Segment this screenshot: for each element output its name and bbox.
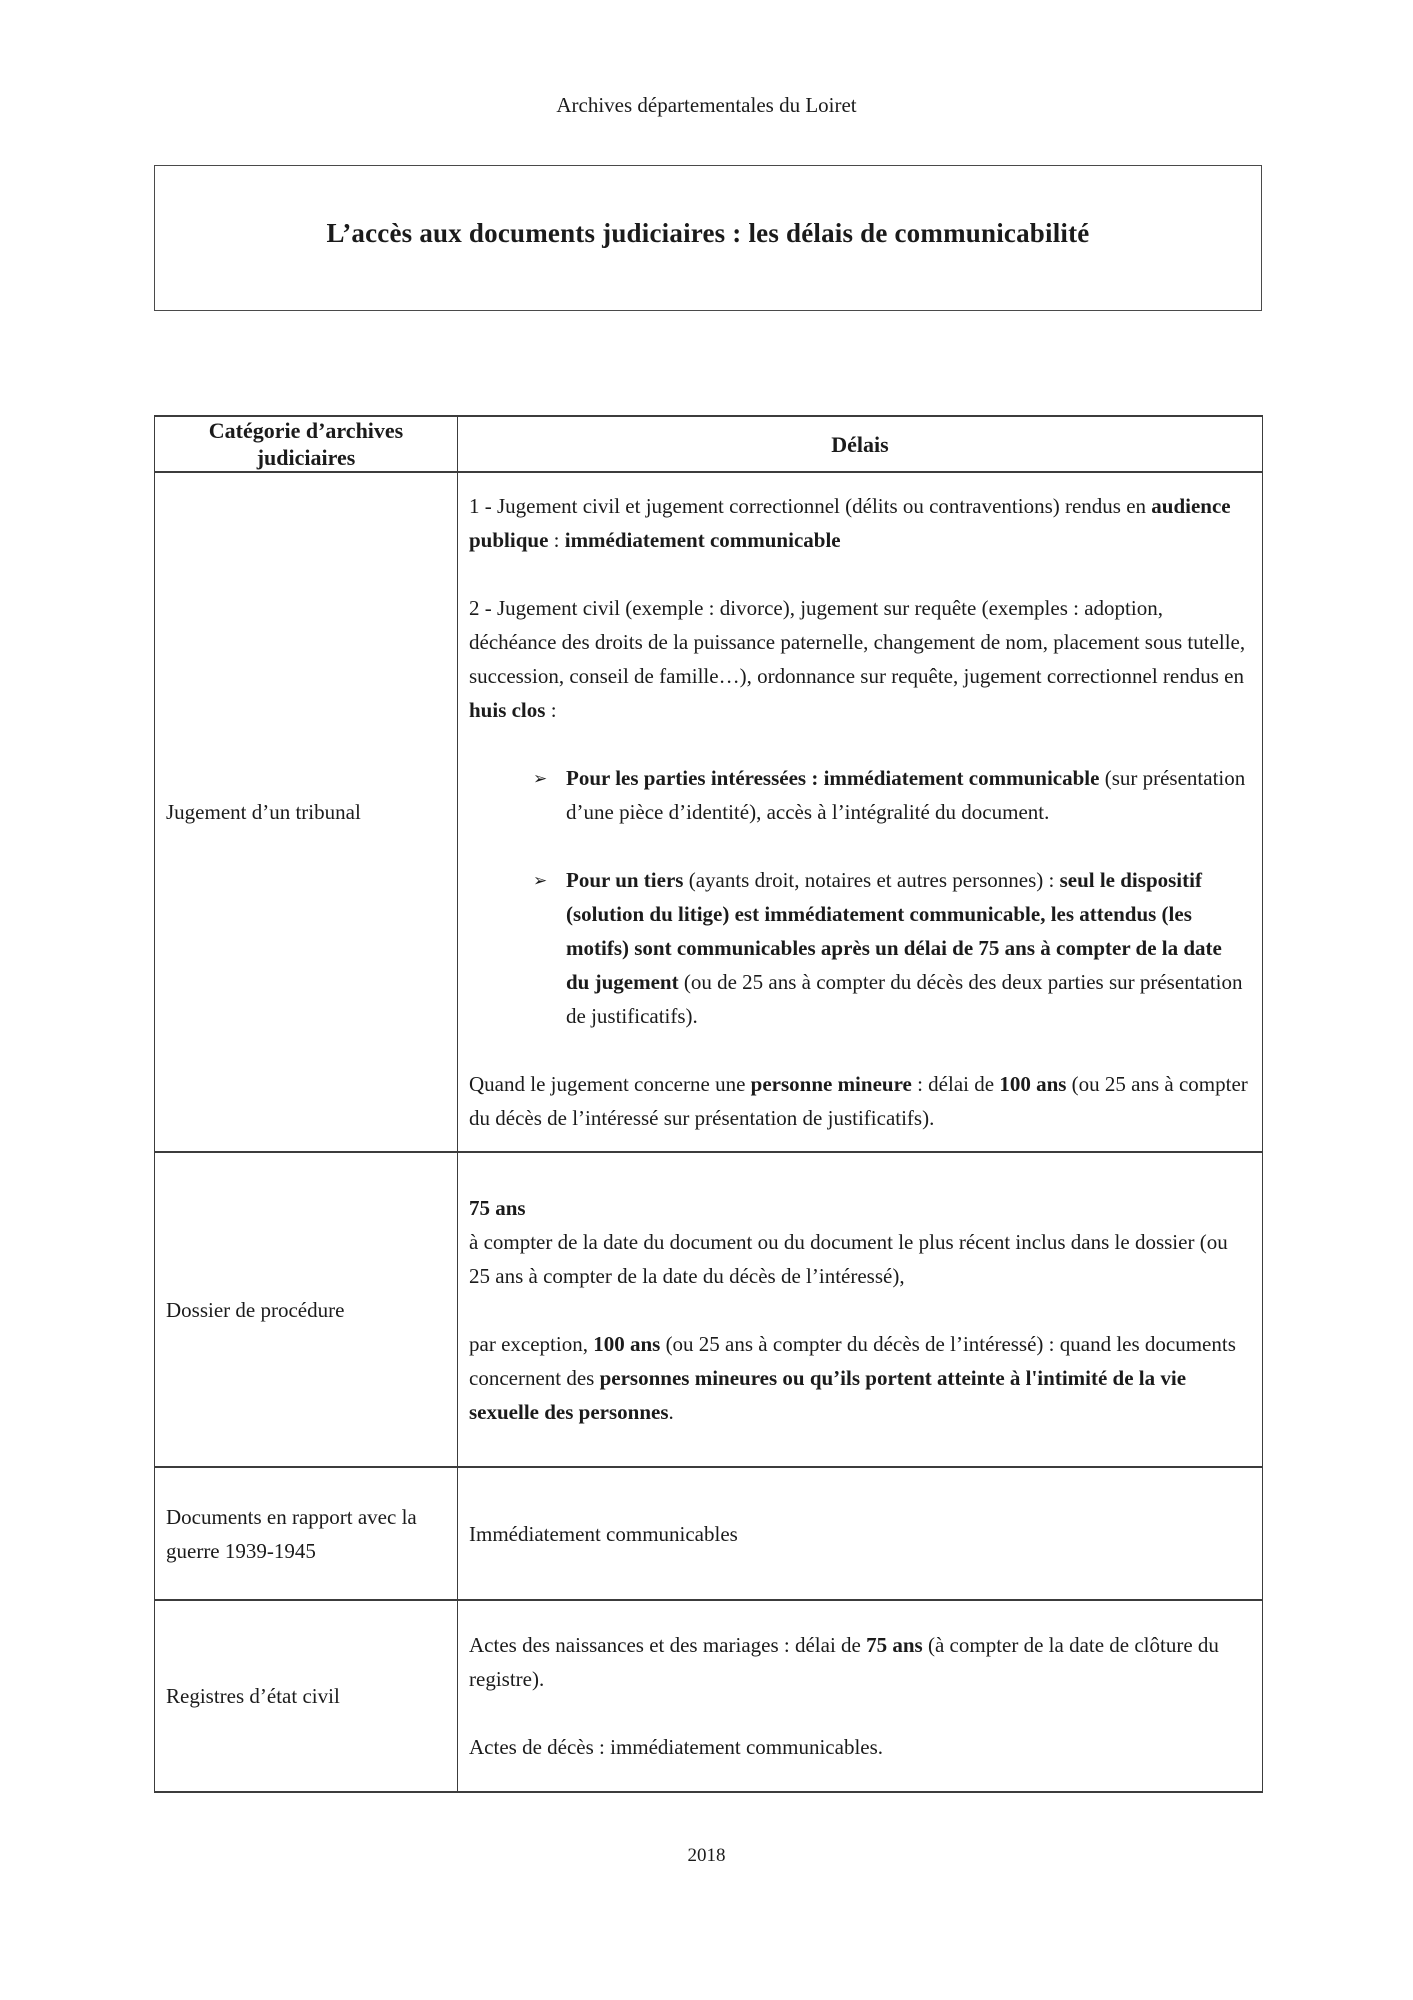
text-run: : délai de	[911, 1072, 1000, 1096]
paragraph	[469, 591, 1250, 727]
text-run: Actes des naissances et des mariages : délai de	[469, 1633, 867, 1657]
text-run: (à compter de la date de clôture du registre).	[469, 1633, 1219, 1691]
footer-year: 2018	[687, 1845, 726, 1866]
text-run: Actes de décès : immédiatement communicables.	[469, 1735, 884, 1759]
text-run-bold: audience publique	[469, 494, 1231, 552]
table-row-dossier	[155, 1152, 1263, 1467]
cell-delais-dossier	[458, 1152, 1263, 1467]
page-footer	[0, 1845, 1413, 1867]
paragraph	[469, 1327, 1250, 1429]
text-run-bold: Pour les parties intéressées : immédiatement communicable	[566, 766, 1100, 790]
list-item	[469, 761, 1250, 829]
cell-category-jugement: Jugement d’un tribunal	[155, 472, 458, 1152]
text-run-bold: 75 ans	[866, 1633, 923, 1657]
text-run: (ou de 25 ans à compter du décès des deux parties sur présentation de justificatifs).	[566, 970, 1243, 1028]
table-row-guerre	[155, 1467, 1263, 1600]
text-run: 2 - Jugement civil (exemple : divorce), jugement sur requête (exemples : adoption, déchéance des droits de la puissance paternelle, changement de nom, placement sous tutelle, succession, conseil de famille…), ordonnance sur requête, jugement correctionnel rendus en	[469, 596, 1246, 688]
text-run: par exception,	[469, 1331, 594, 1356]
title-box	[154, 165, 1262, 311]
text-run: 1 - Jugement civil et jugement correctionnel (délits ou contraventions) rendus en	[469, 494, 1152, 518]
document-title: L’accès aux documents judiciaires : les délais de communicabilité	[326, 217, 1090, 248]
cell-delais-guerre	[458, 1467, 1263, 1600]
paragraph: Immédiatement communicables	[469, 1521, 738, 1546]
text-run-bold: huis clos	[469, 698, 546, 722]
text-run: Quand le jugement concerne une	[469, 1072, 751, 1096]
text-run-bold: seul le dispositif (solution du litige) est immédiatement communicable, les attendus (les motifs) sont communicables après un délai de 75 ans à compter de la date du jugement	[566, 868, 1222, 994]
arrow-bullet-icon: ➢	[533, 871, 548, 891]
text-run-bold: personnes mineures ou qu’ils portent atteinte à l'intimité de la vie sexuelle des personnes	[469, 1365, 1187, 1424]
text-run: à compter de la date du document ou du document le plus récent inclus dans le dossier (ou 25 ans à compter de la date du décès de l’intéressé),	[469, 1229, 1228, 1288]
text-run-bold: 75 ans	[469, 1195, 526, 1220]
arrow-bullet-icon: ➢	[533, 769, 548, 789]
text-run: (ayants droit, notaires et autres personnes) :	[683, 868, 1060, 892]
text-run: (sur présentation d’une pièce d’identité), accès à l’intégralité du document.	[566, 766, 1246, 824]
cell-category-dossier: Dossier de procédure	[155, 1152, 458, 1467]
document-header	[0, 0, 1413, 118]
text-run: :	[545, 698, 557, 722]
table-row-etat-civil	[155, 1600, 1263, 1792]
delais-table	[154, 415, 1263, 1793]
paragraph	[469, 1730, 1250, 1764]
text-run-bold: immédiatement communicable	[564, 528, 841, 552]
text-run: (ou 25 ans à compter du décès de l’intéressé) : quand les documents concernent des	[469, 1331, 1236, 1390]
header-text: Archives départementales du Loiret	[556, 93, 857, 117]
table-header-row	[155, 416, 1263, 472]
text-run-bold: 100 ans	[999, 1072, 1067, 1096]
paragraph	[469, 1628, 1250, 1696]
text-run: .	[668, 1399, 674, 1424]
cell-category-etat-civil: Registres d’état civil	[155, 1600, 458, 1792]
paragraph	[469, 489, 1250, 557]
paragraph	[469, 1067, 1250, 1135]
column-header-delais: Délais	[458, 416, 1263, 472]
text-run-bold: personne mineure	[750, 1072, 912, 1096]
text-run: :	[548, 528, 565, 552]
text-run-bold: Pour un tiers	[566, 868, 684, 892]
list-item	[469, 863, 1250, 1033]
cell-delais-jugement	[458, 472, 1263, 1152]
cell-delais-etat-civil	[458, 1600, 1263, 1792]
text-run-bold: 100 ans	[593, 1331, 661, 1356]
table-row-jugement	[155, 472, 1263, 1152]
column-header-category: Catégorie d’archives judiciaires	[155, 416, 458, 472]
text-run: (ou 25 ans à compter du décès de l’intéressé sur présentation de justificatifs).	[469, 1072, 1248, 1130]
cell-category-guerre: Documents en rapport avec la guerre 1939-1945	[155, 1467, 458, 1600]
paragraph	[469, 1191, 1250, 1293]
